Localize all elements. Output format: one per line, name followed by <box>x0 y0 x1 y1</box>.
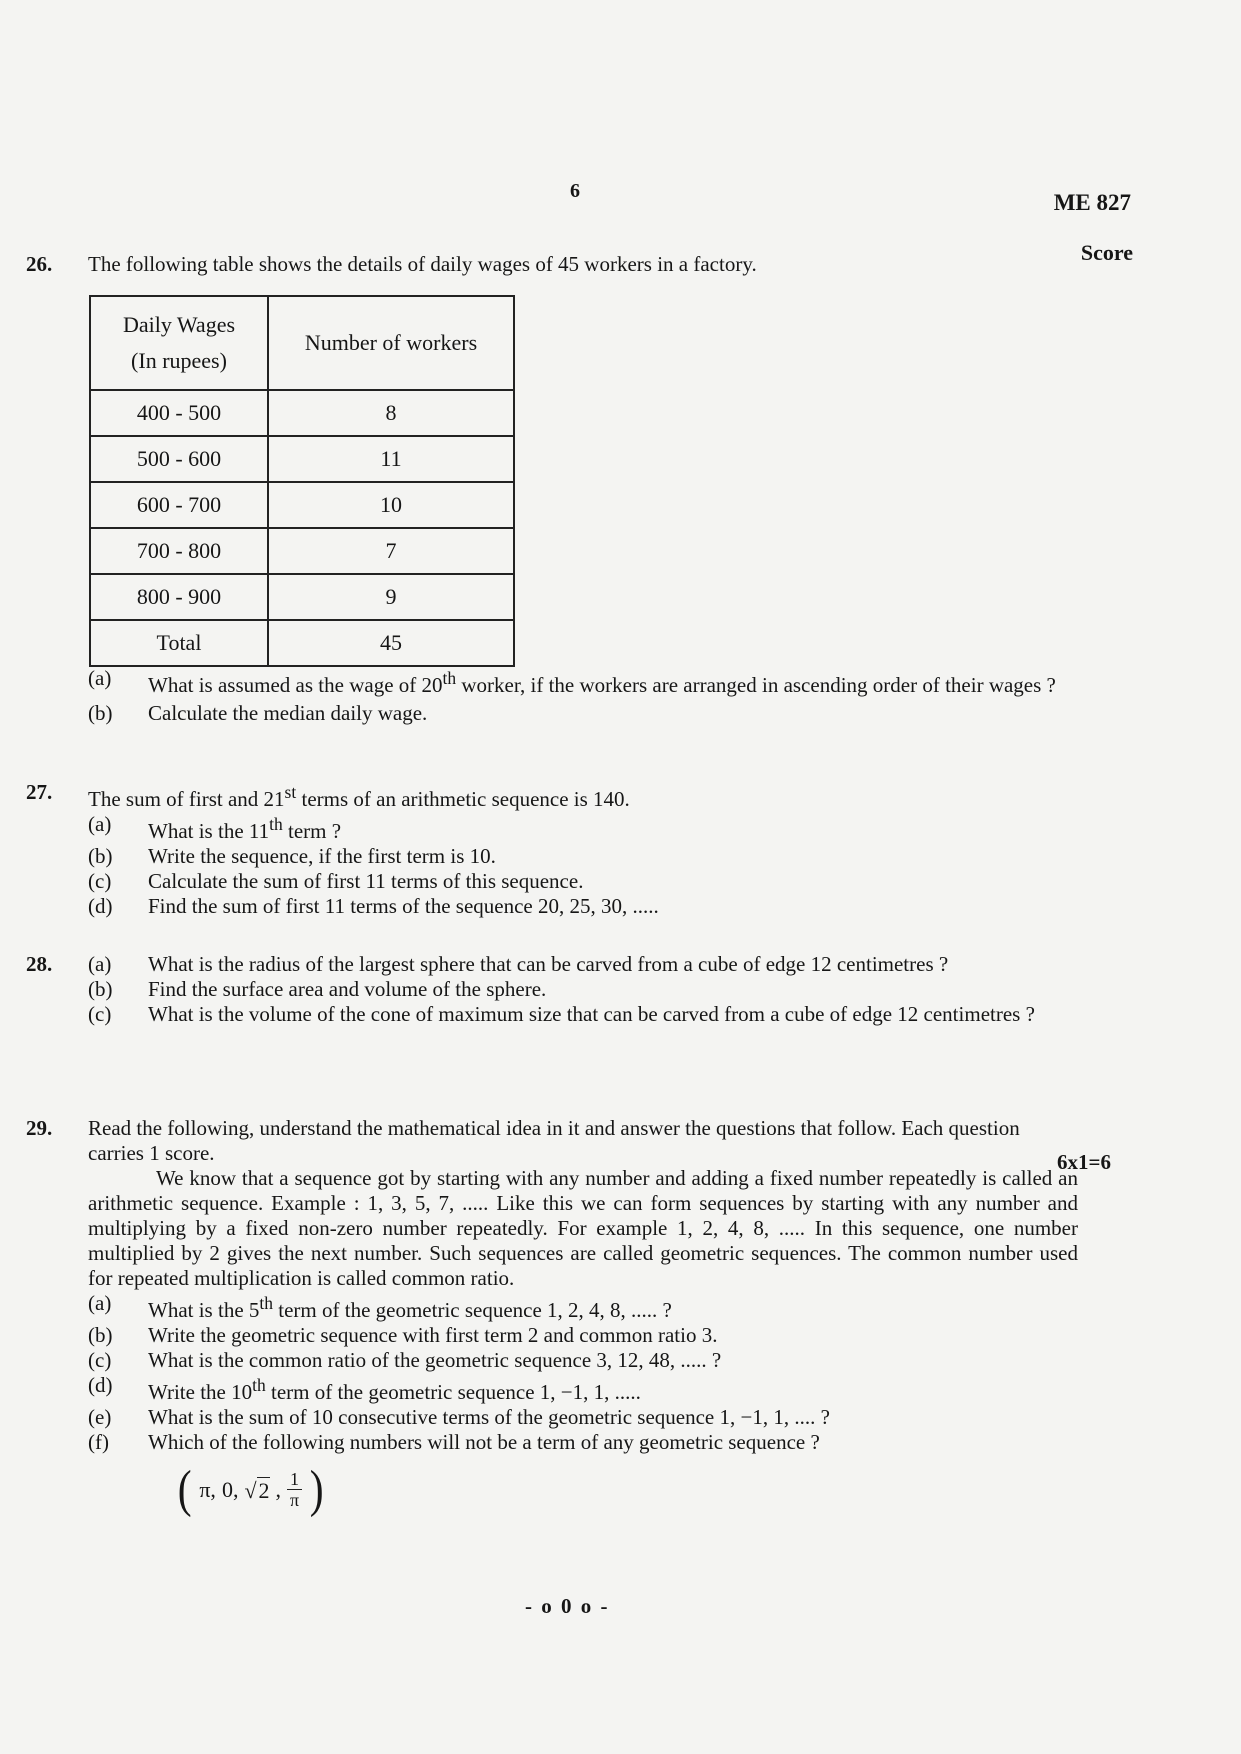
question-number: 28. <box>26 952 53 976</box>
part-b: (b) Write the geometric sequence with first term 2 and common ratio 3. <box>88 1323 718 1347</box>
wage-range: 600 - 700 <box>90 482 268 528</box>
table-row <box>90 482 514 528</box>
page-number: 6 <box>570 180 580 202</box>
wage-range: 700 - 800 <box>90 528 268 574</box>
header-daily-wages: Daily Wages (In rupees) <box>90 296 268 390</box>
worker-count: 7 <box>268 528 514 574</box>
header-number-of-workers: Number of workers <box>268 296 514 390</box>
part-e: (e) What is the sum of 10 consecutive terms of the geometric sequence 1, −1, 1, .... ? <box>88 1405 830 1429</box>
question-number: 26. <box>26 252 53 276</box>
table-row <box>90 390 514 436</box>
table-row <box>90 574 514 620</box>
wage-range: 500 - 600 <box>90 436 268 482</box>
worker-count: 10 <box>268 482 514 528</box>
paper-code: ME 827 <box>1053 190 1131 215</box>
part-b: (b) Calculate the median daily wage. <box>88 701 428 725</box>
part-b: (b) Write the sequence, if the first term is 10. <box>88 844 496 868</box>
part-a: (a) What is the radius of the largest sphere that can be carved from a cube of edge 12 centimetres ? <box>88 952 949 976</box>
open-paren: ( <box>177 1460 192 1518</box>
question-paragraph: We know that a sequence got by starting with any number and adding a fixed number repeatedly is called an arithmetic sequence. Example : 1, 3, 5, 7, ..... Like this we can form sequences by starting with any number and multiplying by a fixed non-zero number repeatedly. For example 1, 2, 4, 8, ..... In this sequence, one number multiplied by 2 gives the next number. Such sequences are called geometric sequences. The common number used for repeated multiplication is called common ratio. <box>88 1166 1078 1290</box>
marks-allocation: 6x1=6 <box>1057 1150 1111 1174</box>
table-header-row <box>90 296 514 390</box>
question-stem: The sum of first and 21st terms of an arithmetic sequence is 140. <box>88 782 630 811</box>
part-d: (d) Write the 10th term of the geometric sequence 1, −1, 1, ..... <box>88 1373 641 1404</box>
part-a: (a) What is assumed as the wage of 20th worker, if the workers are arranged in ascending order of their wages ? <box>88 666 1056 697</box>
part-c: (c) What is the volume of the cone of maximum size that can be carved from a cube of edge 12 centimetres ? <box>88 1002 1035 1026</box>
question-number: 27. <box>26 780 53 804</box>
score-label: Score <box>1080 240 1133 265</box>
part-a: (a) What is the 11th term ? <box>88 812 342 843</box>
end-mark: - o 0 o - <box>525 1594 610 1618</box>
pi-symbol: π, <box>199 1477 216 1502</box>
part-b: (b) Find the surface area and volume of the sphere. <box>88 977 547 1001</box>
wage-range: 800 - 900 <box>90 574 268 620</box>
one-over-pi: $\frac{1}{\pi}$ <box>287 1469 302 1510</box>
wages-table <box>89 295 515 667</box>
close-paren: ) <box>309 1460 324 1518</box>
comma: , <box>275 1477 282 1502</box>
worker-count: 11 <box>268 436 514 482</box>
part-d: (d) Find the sum of first 11 terms of the sequence 20, 25, 30, ..... <box>88 894 659 918</box>
table-total-row <box>90 620 514 666</box>
part-c: (c) Calculate the sum of first 11 terms of this sequence. <box>88 869 584 893</box>
table-row <box>90 436 514 482</box>
worker-count: 9 <box>268 574 514 620</box>
question-text: The following table shows the details of daily wages of 45 workers in a factory. <box>88 252 757 276</box>
number-set-formula <box>88 1460 1078 1518</box>
question-number: 29. <box>26 1116 53 1140</box>
table-row <box>90 528 514 574</box>
question-intro: Read the following, understand the mathematical idea in it and answer the questions that follow. Each question carries 1 score. <box>88 1116 1020 1165</box>
root-two: √ 2 <box>244 1477 270 1503</box>
zero-value: 0, <box>221 1477 239 1502</box>
worker-count: 8 <box>268 390 514 436</box>
total-label: Total <box>90 620 268 666</box>
part-c: (c) What is the common ratio of the geometric sequence 3, 12, 48, ..... ? <box>88 1348 722 1372</box>
total-count: 45 <box>268 620 514 666</box>
wage-range: 400 - 500 <box>90 390 268 436</box>
part-a: (a) What is the 5th term of the geometric sequence 1, 2, 4, 8, ..... ? <box>88 1291 672 1322</box>
part-f: (f) Which of the following numbers will not be a term of any geometric sequence ? <box>88 1430 820 1454</box>
